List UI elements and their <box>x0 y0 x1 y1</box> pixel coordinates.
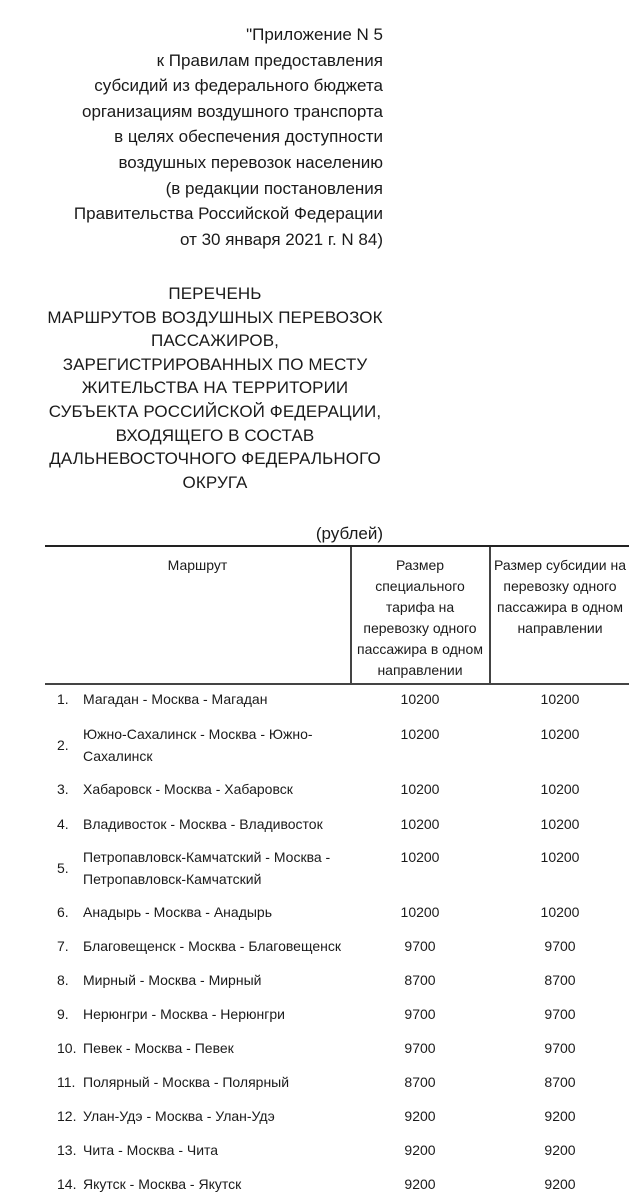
row-route <box>83 723 353 767</box>
header-bottom-border <box>45 683 629 685</box>
row-tariff: 9200 <box>404 1142 436 1158</box>
row-number: 1. <box>57 691 69 707</box>
header-subsidy <box>491 555 629 639</box>
row-tariff: 10200 <box>400 904 440 920</box>
row-number: 9. <box>57 1006 69 1022</box>
route-line: Благовещенск - Москва - Благовещенск <box>83 938 341 954</box>
row-subsidy: 10200 <box>540 726 580 742</box>
row-route <box>83 969 353 991</box>
row-subsidy: 9200 <box>544 1176 576 1192</box>
header-tariff-line: пассажира в одном <box>357 641 483 657</box>
appendix-line: Правительства Российской Федерации <box>73 204 383 224</box>
appendix-line: субсидий из федерального бюджета <box>94 76 383 96</box>
appendix-line: к Правилам предоставления <box>156 50 383 70</box>
row-subsidy: 9200 <box>544 1108 576 1124</box>
route-line: Чита - Москва - Чита <box>83 1142 219 1158</box>
title-line: ОКРУГА <box>182 472 248 492</box>
row-route <box>83 688 353 710</box>
row-subsidy: 10200 <box>540 816 580 832</box>
row-subsidy: 10200 <box>540 849 580 865</box>
row-subsidy: 10200 <box>540 691 580 707</box>
row-tariff: 10200 <box>400 726 440 742</box>
row-tariff: 9200 <box>404 1176 436 1192</box>
header-subsidy-line: перевозку одного <box>503 578 617 594</box>
header-route <box>45 555 350 576</box>
row-subsidy: 8700 <box>544 1074 576 1090</box>
row-number: 14. <box>57 1176 77 1192</box>
route-line: Владивосток - Москва - Владивосток <box>83 816 323 832</box>
document-title <box>40 282 390 494</box>
row-subsidy: 9200 <box>544 1142 576 1158</box>
row-number: 3. <box>57 781 69 797</box>
row-tariff: 9200 <box>404 1108 436 1124</box>
header-tariff <box>351 555 489 681</box>
row-number: 7. <box>57 938 69 954</box>
row-subsidy: 10200 <box>540 904 580 920</box>
row-route <box>83 1071 353 1093</box>
header-subsidy-line: пассажира в одном <box>497 599 623 615</box>
row-tariff: 9700 <box>404 1040 436 1056</box>
row-route <box>83 1105 353 1127</box>
row-subsidy: 9700 <box>544 1006 576 1022</box>
header-tariff-line: специального <box>375 578 465 594</box>
row-tariff: 10200 <box>400 691 440 707</box>
title-line: ЖИТЕЛЬСТВА НА ТЕРРИТОРИИ <box>81 378 349 398</box>
appendix-line: в целях обеспечения доступности <box>114 127 383 147</box>
row-number: 2. <box>57 737 69 753</box>
row-tariff: 10200 <box>400 781 440 797</box>
title-line: ВХОДЯЩЕГО В СОСТАВ <box>115 425 315 445</box>
row-tariff: 9700 <box>404 938 436 954</box>
route-line: Сахалинск <box>83 748 153 764</box>
route-line: Нерюнгри - Москва - Нерюнгри <box>83 1006 285 1022</box>
row-tariff: 9700 <box>404 1006 436 1022</box>
header-subsidy-line: направлении <box>517 620 603 636</box>
row-route <box>83 901 353 923</box>
route-line: Южно-Сахалинск - Москва - Южно- <box>83 726 313 742</box>
row-subsidy: 10200 <box>540 781 580 797</box>
route-line: Мирный - Москва - Мирный <box>83 972 262 988</box>
title-line: ДАЛЬНЕВОСТОЧНОГО ФЕДЕРАЛЬНОГО <box>49 449 381 469</box>
header-tariff-line: направлении <box>377 662 463 678</box>
row-route <box>83 1139 353 1161</box>
title-line: ЗАРЕГИСТРИРОВАННЫХ ПО МЕСТУ <box>62 354 368 374</box>
header-tariff-line: тарифа на <box>385 599 455 615</box>
row-route <box>83 935 353 957</box>
title-line: СУБЪЕКТА РОССИЙСКОЙ ФЕДЕРАЦИИ, <box>48 401 382 421</box>
row-number: 11. <box>57 1074 76 1090</box>
appendix-reference <box>74 22 383 252</box>
route-line: Петропавловск-Камчатский <box>83 871 262 887</box>
appendix-line: воздушных перевозок населению <box>118 152 383 172</box>
table-top-border <box>45 545 629 547</box>
row-tariff: 10200 <box>400 816 440 832</box>
row-route <box>83 778 353 800</box>
row-route <box>83 1173 353 1195</box>
appendix-line: от 30 января 2021 г. N 84) <box>180 229 383 249</box>
appendix-line: "Приложение N 5 <box>246 25 383 44</box>
row-number: 12. <box>57 1108 77 1124</box>
row-number: 4. <box>57 816 69 832</box>
row-route <box>83 1003 353 1025</box>
title-line: МАРШРУТОВ ВОЗДУШНЫХ ПЕРЕВОЗОК <box>47 307 383 327</box>
row-subsidy: 8700 <box>544 972 576 988</box>
header-tariff-line: Размер <box>395 557 445 573</box>
row-route <box>83 846 353 890</box>
route-line: Полярный - Москва - Полярный <box>83 1074 290 1090</box>
row-subsidy: 9700 <box>544 1040 576 1056</box>
units-label: (рублей) <box>315 524 383 543</box>
route-line: Улан-Удэ - Москва - Улан-Удэ <box>83 1108 275 1124</box>
title-line: ПАССАЖИРОВ, <box>151 331 279 351</box>
appendix-line: (в редакции постановления <box>165 178 383 198</box>
route-line: Якутск - Москва - Якутск <box>83 1176 242 1192</box>
row-number: 13. <box>57 1142 77 1158</box>
row-tariff: 10200 <box>400 849 440 865</box>
row-route <box>83 813 353 835</box>
row-route <box>83 1037 353 1059</box>
row-number: 10. <box>57 1040 77 1056</box>
row-number: 5. <box>57 860 69 876</box>
route-line: Певек - Москва - Певек <box>83 1040 234 1056</box>
route-line: Хабаровск - Москва - Хабаровск <box>83 781 293 797</box>
title-line: ПЕРЕЧЕНЬ <box>168 284 262 303</box>
header-tariff-line: перевозку одного <box>363 620 477 636</box>
row-number: 8. <box>57 972 69 988</box>
header-subsidy-line: Размер субсидии на <box>493 557 627 573</box>
appendix-line: организациям воздушного транспорта <box>82 101 383 121</box>
route-line: Анадырь - Москва - Анадырь <box>83 904 273 920</box>
row-number: 6. <box>57 904 69 920</box>
route-line: Петропавловск-Камчатский - Москва - <box>83 849 331 865</box>
row-tariff: 8700 <box>404 1074 436 1090</box>
route-line: Магадан - Москва - Магадан <box>83 691 268 707</box>
row-subsidy: 9700 <box>544 938 576 954</box>
row-tariff: 8700 <box>404 972 436 988</box>
header-route-label: Маршрут <box>167 557 228 573</box>
